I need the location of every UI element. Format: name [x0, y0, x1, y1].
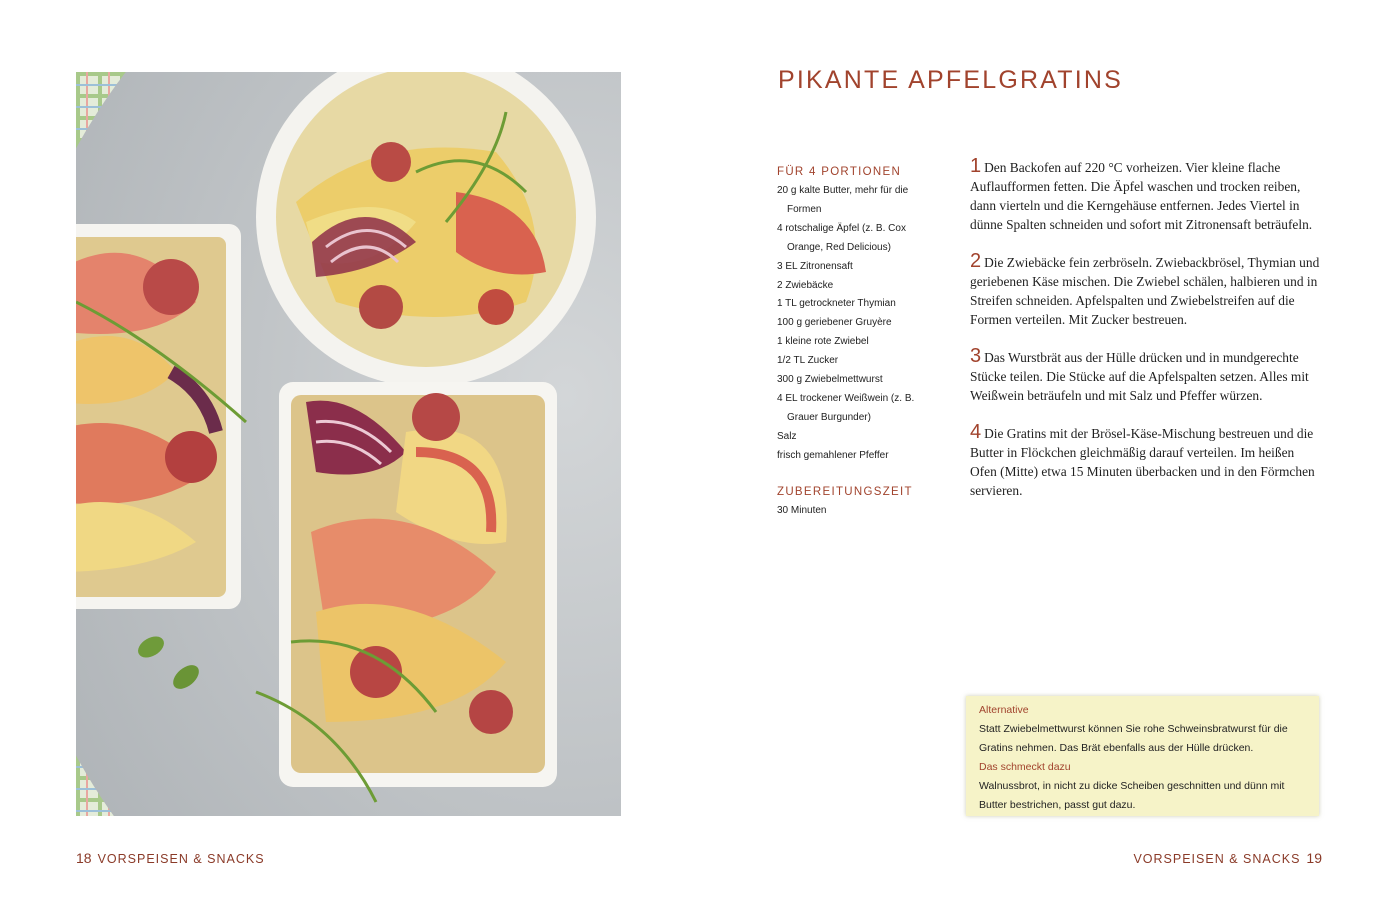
step-number: 4: [970, 421, 982, 443]
preparation-steps: [970, 157, 1322, 518]
ingredient-item: [777, 447, 947, 466]
recipe-photo: [76, 72, 621, 816]
step-1: [970, 157, 1322, 234]
left-gratin-dish: [76, 224, 246, 609]
alternative-heading: Alternative: [979, 704, 1029, 716]
bottom-gratin-dish: [256, 382, 557, 802]
ingredient-item: [777, 333, 947, 352]
footer-left: [76, 850, 265, 866]
ingredient-text: frisch gemahlener Pfeffer: [777, 449, 889, 461]
step-text: Den Backofen auf 220 °C vorheizen. Vier kleine flache Auflaufformen fetten. Die Äpfel waschen und trocken reiben, dann vierteln und die Kerngehäuse entfernen. Jedes Viertel in dünne Spalten schneiden und sofort mit Zitronensaft beträufeln.: [970, 160, 1313, 232]
ingredients-column: [777, 164, 947, 521]
ingredient-item: [777, 258, 947, 277]
ingredient-text-continued: Formen: [787, 203, 822, 215]
ingredient-text: 300 g Zwiebelmettwurst: [777, 374, 883, 386]
ingredient-text: 4 EL trockener Weißwein (z. B.: [777, 392, 915, 404]
ingredient-text-continued: Grauer Burgunder): [787, 411, 871, 423]
portions-label: FÜR 4 PORTIONEN: [777, 166, 902, 178]
ingredient-text-continued: Orange, Red Delicious): [787, 241, 891, 253]
step-4: [970, 423, 1322, 500]
page-number-right: 19: [1306, 850, 1322, 866]
prep-time-label: ZUBEREITUNGSZEIT: [777, 485, 913, 498]
step-number: 2: [970, 250, 982, 272]
ingredient-item: [777, 314, 947, 333]
ingredient-text: 4 rotschalige Äpfel (z. B. Cox: [777, 222, 906, 234]
tip-box: [966, 696, 1319, 816]
ingredient-item: [777, 182, 947, 220]
alternative-text: Statt Zwiebelmettwurst können Sie rohe Schweinsbratwurst für die Gratins nehmen. Das Brät ebenfalls aus der Hülle drücken.: [979, 723, 1288, 754]
side-dish-text: Walnussbrot, in nicht zu dicke Scheiben geschnitten und dünn mit Butter bestrichen, passt gut dazu.: [979, 780, 1285, 811]
ingredient-text: 1 TL getrockneter Thymian: [777, 298, 896, 310]
ingredient-item: [777, 390, 947, 428]
page-number-left: 18: [76, 850, 92, 866]
ingredient-text: 2 Zwiebäcke: [777, 279, 834, 291]
step-number: 3: [970, 345, 982, 367]
ingredient-item: [777, 220, 947, 258]
ingredient-text: 20 g kalte Butter, mehr für die: [777, 185, 909, 196]
ingredient-item: [777, 428, 947, 447]
section-label-right: VORSPEISEN & SNACKS: [1133, 852, 1301, 866]
ingredient-text: 3 EL Zitronensaft: [777, 260, 853, 272]
ingredient-list: [777, 182, 947, 466]
ingredient-item: [777, 371, 947, 390]
ingredient-item: [777, 295, 947, 314]
step-2: [970, 252, 1322, 329]
step-3: [970, 347, 1322, 405]
prep-time-value: 30 Minuten: [777, 504, 827, 516]
ingredient-text: 100 g geriebener Gruyère: [777, 317, 892, 329]
section-label-left: VORSPEISEN & SNACKS: [97, 852, 265, 866]
prep-time: [777, 484, 947, 521]
ingredient-text: 1/2 TL Zucker: [777, 355, 839, 367]
ingredient-item: [777, 277, 947, 296]
ingredient-text: Salz: [777, 430, 797, 442]
recipe-title: PIKANTE APFELGRATINS: [778, 66, 1124, 94]
ingredient-item: [777, 352, 947, 371]
step-text: Das Wurstbrät aus der Hülle drücken und in mundgerechte Stücke teilen. Die Stücke auf die Apfelspalten setzen. Alles mit Weißwein beträufeln und mit Salz und Pfeffer würzen.: [970, 350, 1309, 403]
step-number: 1: [970, 155, 982, 177]
step-text: Die Gratins mit der Brösel-Käse-Mischung bestreuen und die Butter in Flöckchen gleichmäßig darauf verteilen. Im heißen Ofen (Mitte) etwa 15 Minuten überbacken und in den Förmchen servieren.: [970, 426, 1315, 498]
side-dish-heading: Das schmeckt dazu: [979, 761, 1071, 773]
step-text: Die Zwiebäcke fein zerbröseln. Zwiebackbrösel, Thymian und geriebenen Käse mischen. Die Zwiebel schälen, halbieren und in Streifen schneiden. Apfelspalten und Zwiebelstreifen auf die Formen verteilen. Mit Zucker bestreuen.: [970, 255, 1320, 327]
ingredient-text: 1 kleine rote Zwiebel: [777, 336, 869, 348]
footer-right: [1133, 850, 1322, 866]
